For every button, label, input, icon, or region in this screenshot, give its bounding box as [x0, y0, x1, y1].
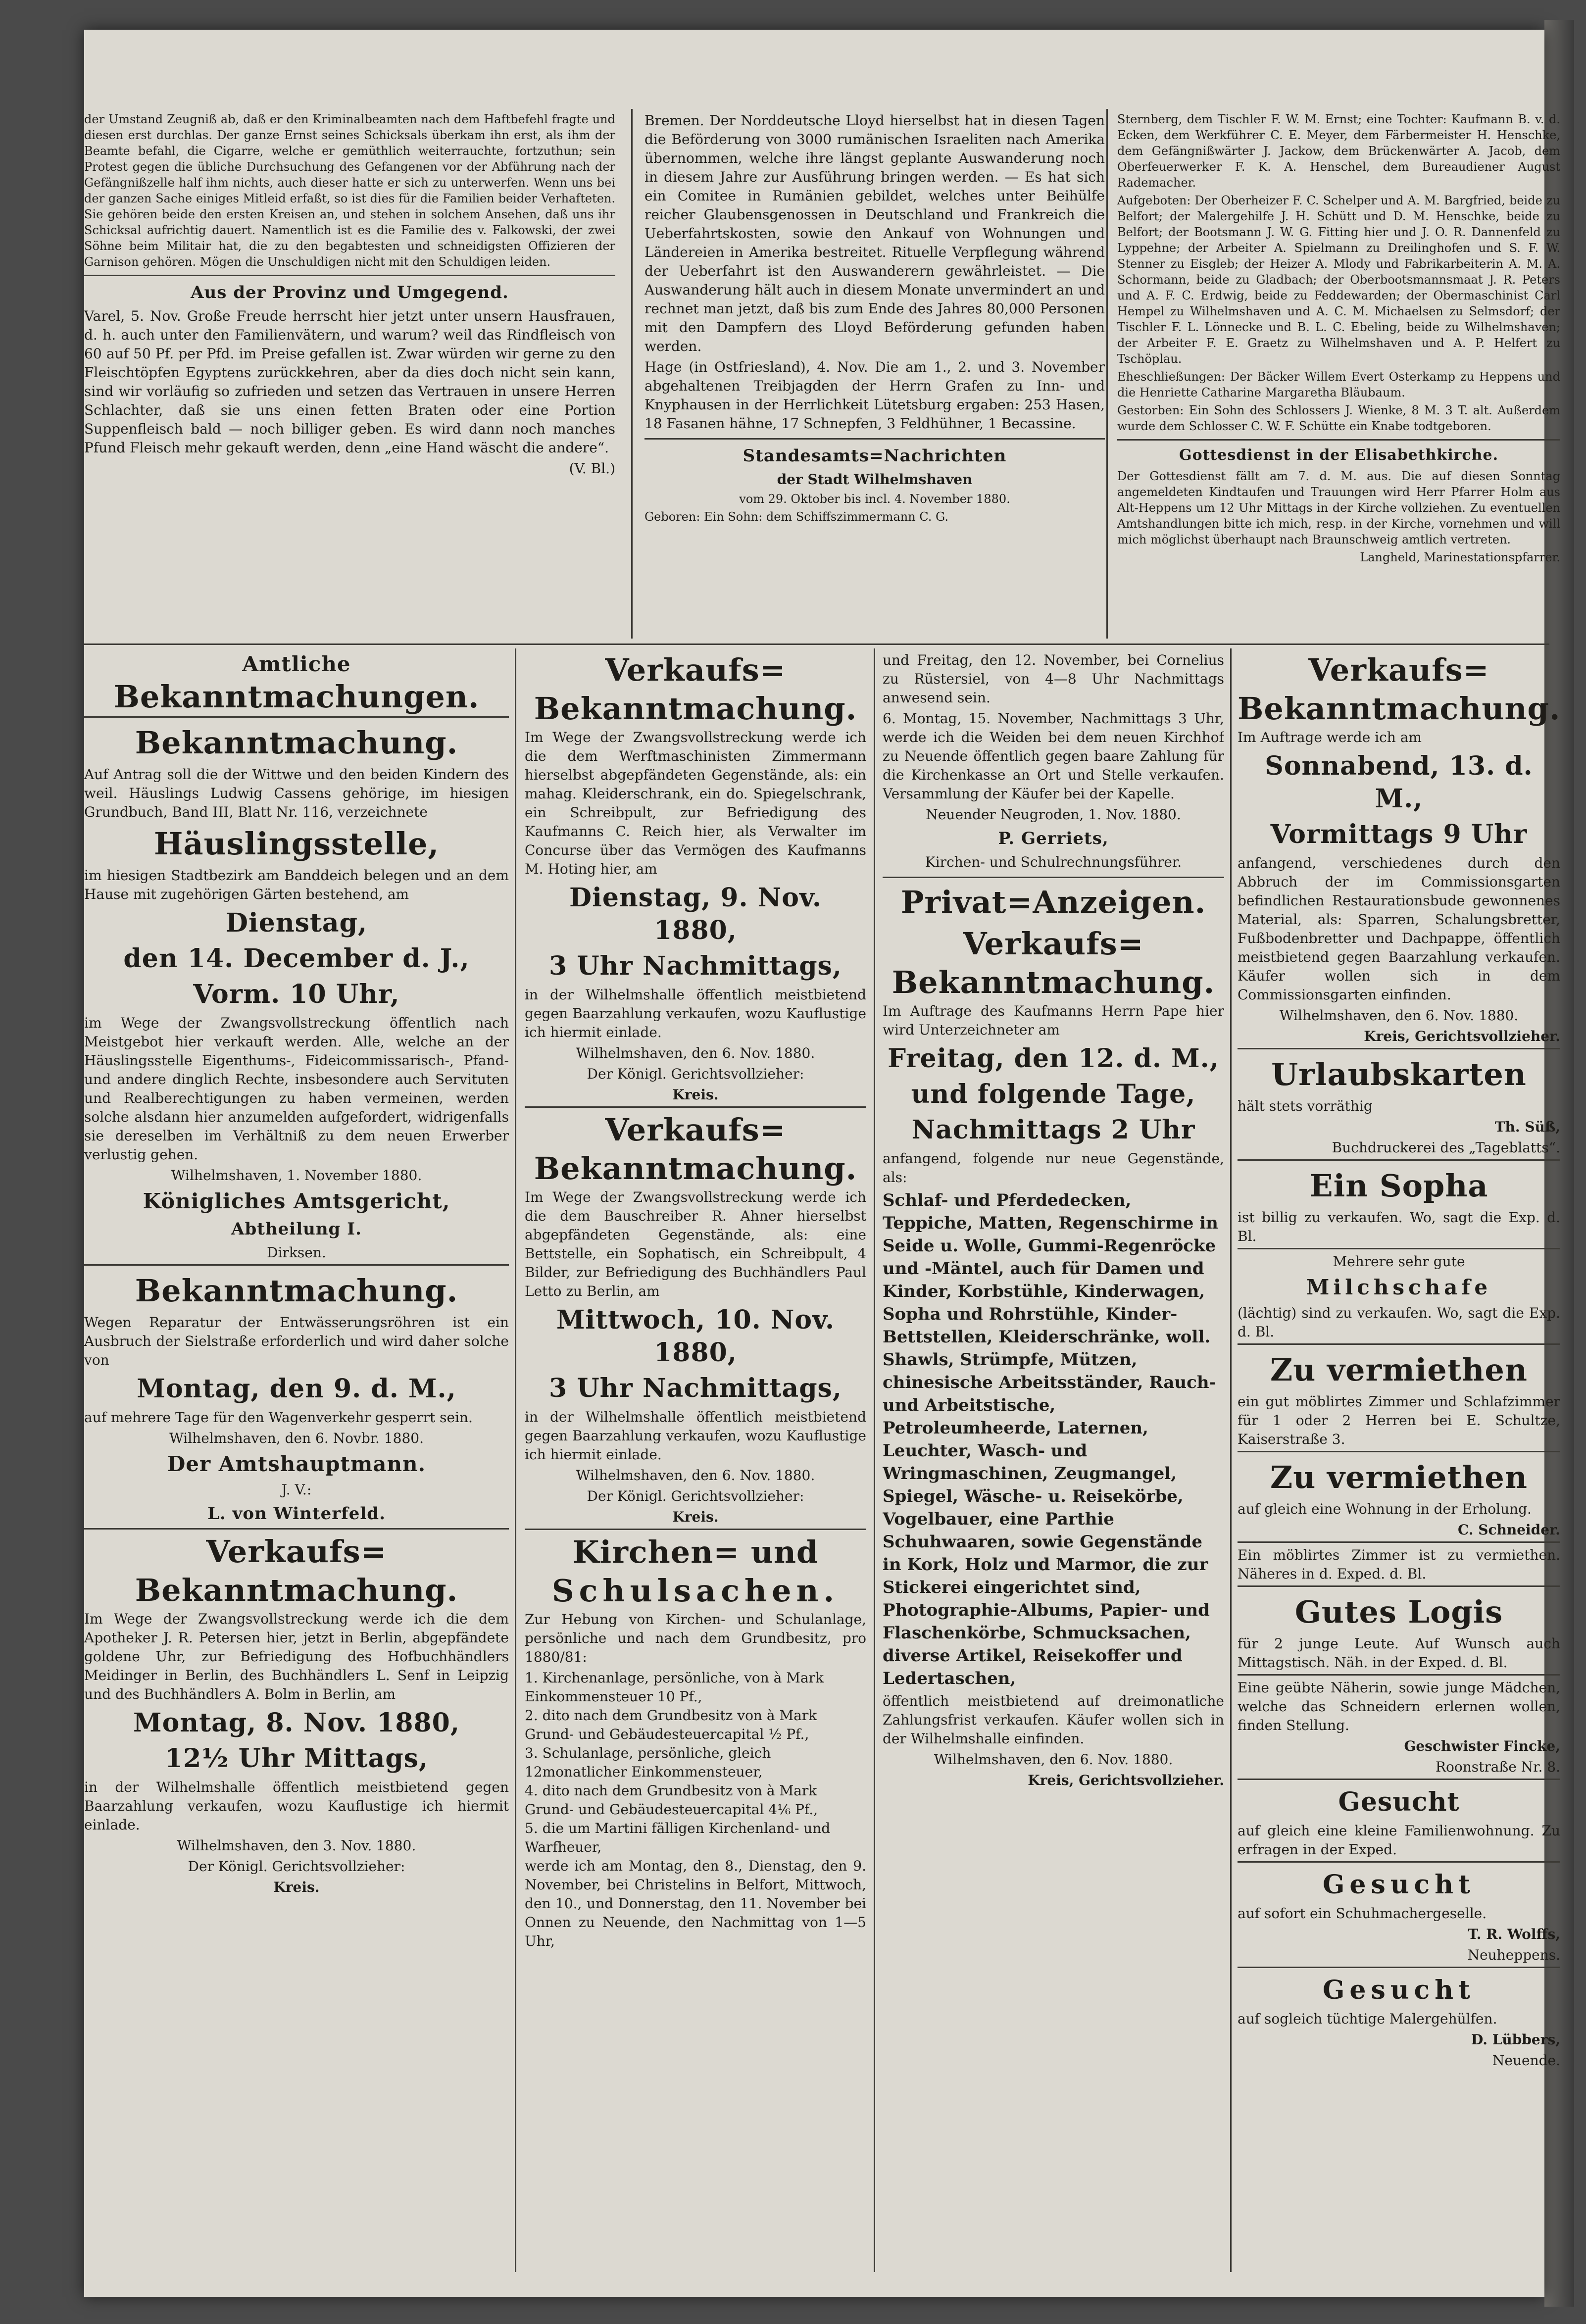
article-text: der Umstand Zeugniß ab, daß er den Kriminalbeamten nach dem Haftbefehl fragte und diesen erst durchlas. Der ganze Ernst seines Schicksals überkam ihn erst, als ihm der Beamte befahl, die Cigarre, welche er gemüthlich weiterrauchte, fortzuthun; sein Protest gegen die übliche Durchsuchung des Gefangenen vor der Abführung nach der Gefängnißzelle half ihm nichts, auch dieser hatte er sich zu unterwerfen. Wenn uns bei der ganzen Sache einiges Mitleid erfaßt, so ist dies für die Familien beider Verhafteten. Sie gehören beide den ersten Kreisen an, und stehen in solchem Ansehen, daß uns ihr Schicksal aufrichtig dauert. Namentlich ist es die Familie des v. Falkowski, der zwei Söhne beim Militair hat, die zu den begabtesten und schneidigsten Offizieren der Garnison gehören. Mögen die Unschuldigen nicht mit den Schuldigen leiden.	[84, 112, 615, 269]
divider	[1117, 439, 1560, 441]
notice-date: den 14. December d. J.,	[123, 943, 470, 974]
ad-signature: D. Lübbers,	[1471, 2031, 1560, 2048]
ad-title: Ein Sopha	[1309, 1168, 1488, 1204]
ad-title: Gesucht	[1322, 1870, 1476, 1900]
notice-time: Vormittags 9 Uhr	[1270, 819, 1528, 849]
goods-list: Schlaf- und Pferdedecken, Teppiche, Matten, Regenschirme in Seide u. Wolle, Gummi-Regenröcke und -Mäntel, auch für Damen und Kinder, Korbstühle, Kinderwagen, Sopha und Rohrstühle, Kinder-Bettstellen, Kleiderschränke, woll. Shawls, Strümpfe, Mützen, chinesische Arbeitsständer, Rauch- und Arbeitstische, Petroleumheerde, Laternen, Leuchter, Wasch- und Wringmaschinen, Zeugmangel, Spiegel, Wäsche- u. Reisekörbe, Vogelbauer, eine Parthie Schuhwaaren, sowie Gegenstände in Kork, Holz und Marmor, die zur Stickerei eingerichtet sind, Photographie-Albums, Papier- und Flaschenkörbe, Schmucksachen, diverse Artikel, Reisekoffer und Ledertaschen,	[883, 1190, 1218, 1688]
notice-title: Verkaufs=	[206, 1533, 387, 1570]
divider	[644, 438, 1105, 440]
official-notices-column	[84, 651, 509, 2275]
notice-date: und folgende Tage,	[911, 1079, 1196, 1109]
notice-text: in der Wilhelmshalle öffentlich meistbietend gegen Baarzahlung verkaufen, wozu Kauflustige ich hiermit einlade.	[84, 1779, 509, 1833]
notice-signature: Kreis.	[672, 1509, 719, 1525]
ad-title: Urlaubskarten	[1271, 1056, 1527, 1092]
tax-list	[525, 1669, 866, 1857]
notice-signature: P. Gerriets,	[998, 829, 1109, 848]
notice-signature: Dirksen.	[267, 1244, 326, 1261]
notice-text: Auf Antrag soll die der Wittwe und den beiden Kindern des weil. Häuslings Ludwig Cassens gehörige, im hiesigen Grundbuch, Band III, Blatt Nr. 116, verzeichnete	[84, 766, 509, 820]
ad-signature: Neuheppens.	[1467, 1947, 1560, 1963]
column-rule	[1230, 648, 1232, 2272]
ad-text: ist billig zu verkaufen. Wo, sagt die Exp. d. Bl.	[1238, 1209, 1560, 1244]
ad-text: Mehrere sehr gute	[1333, 1253, 1465, 1270]
notice-place: Wilhelmshaven, den 6. Nov. 1880.	[934, 1751, 1173, 1768]
article-text: Hage (in Ostfriesland), 4. Nov. Die am 1., 2. und 3. November abgehaltenen Treibjagden der Herrn Grafen zu Inn- und Knyphausen in der Herrlichkeit Lütetsburg ergaben: 253 Hasen, 18 Fasanen hähne, 17 Schnepfen, 3 Feldhühner, 1 Becassine.	[644, 359, 1105, 432]
article-text: Bremen. Der Norddeutsche Lloyd hierselbst hat in diesen Tagen die Beförderung von 3000 rumänischen Israeliten nach Amerika übernommen, welche ihre längst geplante Auswanderung noch in diesem Jahre zur Ausführung bringen werden. — Es hat sich ein Comitee in Rumänien gebildet, welches unter Beihülfe reicher Glaubensgenossen in Deutschland und Frankreich die Ueberfahrtskosten, sowie den Ankauf von Wohnungen und Ländereien in Amerika bestreitet. Rituelle Verpflegung während der Ueberfahrt ist den Auswanderern gewährleistet. — Die Auswanderung hält auch in diesem Monate unvermindert an und rechnet man jetzt, daß bis zum Ende des Jahres 80,000 Personen mit den Dampfern des Lloyd Beförderung gefunden haben werden.	[644, 112, 1105, 354]
column-rule	[631, 109, 633, 639]
article-source: (V. Bl.)	[569, 460, 615, 477]
notice-date: Montag, den 9. d. M.,	[137, 1374, 456, 1404]
notice-time: 3 Uhr Nachmittags,	[549, 951, 842, 981]
classified-ads-column	[1238, 651, 1560, 2275]
notice-signature: Kreis, Gerichtsvollzieher.	[1028, 1772, 1224, 1788]
notice-date: Dienstag, 9. Nov. 1880,	[569, 883, 822, 945]
section-heading: Bekanntmachungen.	[113, 679, 480, 715]
notice-place: Wilhelmshaven, den 3. Nov. 1880.	[177, 1837, 416, 1854]
notice-place: Neuender Neugroden, 1. Nov. 1880.	[926, 806, 1181, 823]
ad-title: Gutes Logis	[1294, 1594, 1503, 1630]
list-item: 5. die um Martini fälligen Kirchenland- und Warfheuer,	[525, 1820, 831, 1855]
notice-date: Montag, 8. Nov. 1880,	[133, 1708, 460, 1738]
article-text: Geboren: Ein Sohn: dem Schiffszimmermann C. G.	[644, 510, 949, 524]
notice-signature: Der Königl. Gerichtsvollzieher:	[587, 1066, 804, 1082]
ad-text: Eine geübte Näherin, sowie junge Mädchen, welche das Schneidern erlernen wollen, finden Stellung.	[1238, 1680, 1560, 1733]
notice-signature: Der Amtshauptmann.	[167, 1452, 426, 1476]
notice-text: Im Wege der Zwangsvollstreckung werde ich die dem Bauschreiber R. Ahner hierselbst abgepfändeten Gegenstände, als: eine Bettstelle, ein Sophatisch, ein Schreibpult, 4 Bilder, zur Befriedigung des Buchhändlers Paul Letto zu Berlin, am	[525, 1189, 866, 1299]
notice-title: Bekanntmachung.	[534, 1150, 857, 1187]
article-text: Eheschließungen: Der Bäcker Willem Evert Osterkamp zu Heppens und die Henriette Catharine Margaretha Bläubaum.	[1117, 370, 1560, 399]
notice-time: 12½ Uhr Mittags,	[164, 1743, 429, 1774]
notice-signature: L. von Winterfeld.	[207, 1504, 386, 1524]
notice-title: Verkaufs=	[605, 1112, 786, 1148]
notice-time: Vorm. 10 Uhr,	[193, 979, 400, 1009]
article-text: Aufgeboten: Der Oberheizer F. C. Schelper und A. M. Bargfried, beide zu Belfort; der Malergehilfe J. H. Schütt und D. M. Henschke, beide zu Belfort; der Bootsmann J. W. G. Fitting hier und J. O. R. Dannenfeld zu Lyppehne; der Arbeiter A. Spielmann zu Dreilinghofen und S. F. W. Stenner zu Eisgleb; der Heizer A. Mlody und Fabrikarbeiterin A. M. A. Schormann, beide zu Gladbach; der Oberbootsmannsmaat J. R. Peters und A. F. C. Erdwig, beide zu Feddewarden; der Obermaschinist Carl Hempel zu Wilhelmshaven und A. C. M. Michaelsen zu Selmsdorf; der Tischler F. L. Lönnecke und B. L. C. Ebeling, beide zu Wilhelmshaven; der Arbeiter F. E. Graetz zu Wilhelmshaven und A. P. Helfert zu Tschöplau.	[1117, 194, 1560, 366]
column-rule	[874, 648, 875, 2272]
notice-title: Verkaufs=	[605, 652, 786, 688]
notice-signature: Der Königl. Gerichtsvollzieher:	[587, 1488, 804, 1504]
notice-text: anfangend, verschiedenes durch den Abbruch der im Commissionsgarten befindlichen Restaurationsbude gewonnenes Material, als: Sparren, Schalungsbretter, Fußbodenbretter und Dachpappe, öffentlich meistbietend gegen Baarzahlung verkaufen. Käufer wollen sich in dem Commissionsgarten einfinden.	[1238, 855, 1560, 1003]
notice-title: Verkaufs=	[1308, 652, 1489, 688]
ad-text: Ein möblirtes Zimmer ist zu vermiethen. Näheres in d. Exped. d. Bl.	[1238, 1547, 1560, 1582]
notice-date: Freitag, den 12. d. M.,	[888, 1043, 1219, 1074]
ad-text: auf sogleich tüchtige Malergehülfen.	[1238, 2011, 1497, 2027]
ad-signature: Geschwister Fincke,	[1404, 1738, 1560, 1754]
article-continuation	[84, 111, 615, 480]
notice-text: öffentlich meistbietend auf dreimonatliche Zahlungsfrist verkaufen. Käufer wollen sich in der Wilhelmshalle einfinden.	[883, 1693, 1224, 1747]
civil-register-column	[1117, 111, 1560, 567]
ad-text: auf sofort ein Schuhmachergeselle.	[1238, 1905, 1487, 1922]
notice-place: Wilhelmshaven, den 6. Nov. 1880.	[576, 1045, 815, 1061]
ad-title: Gesucht	[1322, 1975, 1476, 2005]
notice-title: Schulsachen.	[551, 1573, 840, 1609]
section-heading: Standesamts=Nachrichten	[743, 446, 1007, 466]
notice-title: Bekanntmachung.	[135, 1572, 458, 1608]
notice-text: im Wege der Zwangsvollstreckung öffentlich nach Meistgebot hier verkauft werden. Alle, welche an der Häuslingsstelle Eigenthums-, Fideicommissarisch-, Pfand- und andere dinglich Rechte, insbesondere auch Servituten und Realberechtigungen zu haben vermeinen, werden solche alsdann hier anzumelden aufgefordert, widrigenfalls sie dereselben im Verhältniß zu dem neuen Erwerber verlustig gehen.	[84, 1015, 509, 1163]
notice-text: Zur Hebung von Kirchen- und Schulanlage, persönliche und nach dem Grundbesitz, pro 1880/81:	[525, 1611, 866, 1665]
news-column	[644, 111, 1105, 527]
divider	[84, 275, 615, 276]
notice-text: anfangend, folgende nur neue Gegenstände, als:	[883, 1150, 1224, 1186]
notice-title: Bekanntmachung.	[534, 691, 857, 727]
list-item: 1. Kirchenanlage, persönliche, von à Mark Einkommensteuer 10 Pf.,	[525, 1670, 824, 1705]
notice-text: und Freitag, den 12. November, bei Cornelius zu Rüstersiel, von 4—8 Uhr Nachmittags anwesend sein.	[883, 652, 1224, 706]
notice-place: Wilhelmshaven, den 6. Nov. 1880.	[1279, 1007, 1519, 1024]
notice-title: Bekanntmachung.	[1238, 691, 1560, 727]
ad-title: Gesucht	[1338, 1787, 1460, 1817]
section-heading: Aus der Provinz und Umgegend.	[191, 283, 509, 302]
section-rule	[84, 643, 1549, 645]
ad-signature: Th. Süß,	[1494, 1119, 1560, 1135]
notice-text: Im Auftrage werde ich am	[1238, 729, 1422, 745]
notice-signature: Abtheilung I.	[231, 1219, 362, 1239]
notice-text: im hiesigen Stadtbezirk am Banddeich belegen und an dem Hause mit zugehörigen Gärten bestehend, am	[84, 867, 509, 902]
ad-signature: Roonstraße Nr. 8.	[1435, 1759, 1560, 1775]
column-rule	[1106, 109, 1108, 639]
notice-date: Mittwoch, 10. Nov. 1880,	[556, 1305, 835, 1368]
notice-title: Bekanntmachung.	[135, 725, 458, 761]
article-text: Gestorben: Ein Sohn des Schlossers J. Wienke, 8 M. 3 T. alt. Außerdem wurde dem Schlosser C. W. F. Schütte ein Knabe todtgeboren.	[1117, 403, 1560, 433]
notice-title: Verkaufs=	[963, 926, 1144, 962]
notice-signature: Königliches Amtsgericht,	[143, 1189, 450, 1213]
article-text: Der Gottesdienst fällt am 7. d. M. aus. Die auf diesen Sonntag angemeldeten Kindtaufen und Trauungen wird Herr Pfarrer Holm aus Alt-Heppens um 12 Uhr Mittags in der Kirche vollziehen. Zu eventuellen Amtshandlungen bitte ich mich, resp. in der Kirche, vornehmen und will mich möglichst überhaupt nach Braunschweig amtlich vertreten.	[1117, 469, 1560, 546]
ad-text: auf gleich eine Wohnung in der Erholung.	[1238, 1501, 1532, 1517]
notice-date: Dienstag,	[225, 908, 368, 938]
notice-text: werde ich am Montag, den 8., Dienstag, den 9. November, bei Christelins in Belfort, Mittwoch, den 10., und Donnerstag, den 11. November bei Onnen zu Neuende, den Nachmittag von 1—5 Uhr,	[525, 1858, 866, 1949]
list-item: 4. dito nach dem Grundbesitz von à Mark Grund- und Gebäudesteuercapital 4⅙ Pf.,	[525, 1782, 818, 1818]
section-heading: Gottesdienst in der Elisabethkirche.	[1179, 446, 1499, 464]
notice-signature: Kreis.	[273, 1879, 320, 1895]
article-text: Sternberg, dem Tischler F. W. M. Ernst; eine Tochter: Kaufmann B. v. d. Ecken, dem Werkführer C. E. Meyer, dem Färbermeister H. Henschke, dem Gefängnißwärter J. Jackow, dem Brückenwärter A. Jacob, dem Oberfeuerwerker F. K. A. Henschel, dem Bureaudiener August Rademacher.	[1117, 112, 1560, 190]
notice-title: Bekanntmachung.	[892, 964, 1215, 1000]
sales-notices-column	[525, 651, 866, 2275]
notice-text: in der Wilhelmshalle öffentlich meistbietend gegen Baarzahlung verkaufen, wozu Kauflustige ich hiermit einlade.	[525, 1409, 866, 1463]
ad-signature: Buchdruckerei des „Tageblatts“.	[1332, 1139, 1560, 1156]
notice-signature: Kirchen- und Schulrechnungsführer.	[925, 854, 1182, 870]
section-heading: Amtliche	[242, 652, 351, 676]
ad-signature: T. R. Wolffs,	[1468, 1926, 1560, 1942]
notice-text: 6. Montag, 15. November, Nachmittags 3 Uhr, werde ich die Weiden bei dem neuen Kirchhof zu Neuende öffentlich gegen baare Zahlung für die Kirchenkasse an Ort und Stelle verkaufen. Versammlung der Käufer bei der Kapelle.	[883, 710, 1224, 802]
ad-text: hält stets vorräthig	[1238, 1098, 1373, 1114]
ad-text: ein gut möblirtes Zimmer und Schlafzimmer für 1 oder 2 Herren bei E. Schultze, Kaiserstraße 3.	[1238, 1393, 1560, 1447]
ad-signature: C. Schneider.	[1457, 1522, 1560, 1538]
notice-object: Häuslingsstelle,	[153, 826, 440, 862]
notice-date: Sonnabend, 13. d. M.,	[1265, 751, 1533, 814]
notice-text: Im Wege der Zwangsvollstreckung werde ich die dem Apotheker J. R. Petersen hier, jetzt in Berlin, abgepfändete goldene Uhr, zur Befriedigung des Hofbuchhändlers Meidinger in Berlin, des Buchhändlers L. Senf in Leipzig und des Buchhändlers A. Bolm in Berlin, am	[84, 1611, 509, 1702]
notice-place: Wilhelmshaven, den 6. Nov. 1880.	[576, 1467, 815, 1483]
ad-title: Zu vermiethen	[1270, 1459, 1528, 1495]
notice-place: Wilhelmshaven, den 6. Novbr. 1880.	[169, 1430, 424, 1446]
ad-title: Zu vermiethen	[1270, 1352, 1528, 1388]
ad-text: (lächtig) sind zu verkaufen. Wo, sagt die Exp. d. Bl.	[1238, 1305, 1560, 1340]
list-item: 3. Schulanlage, persönliche, gleich 12monatlicher Einkommensteuer,	[525, 1745, 771, 1780]
notice-text: in der Wilhelmshalle öffentlich meistbietend gegen Baarzahlung verkaufen, wozu Kauflustige ich hiermit einlade.	[525, 987, 866, 1040]
notice-signature: J. V.:	[281, 1482, 312, 1498]
signature: Langheld, Marinestationspfarrer.	[1360, 550, 1560, 564]
notice-signature: Kreis, Gerichtsvollzieher.	[1364, 1028, 1560, 1044]
subheading: der Stadt Wilhelmshaven	[777, 471, 973, 488]
article-text: Varel, 5. Nov. Große Freude herrscht hier jetzt unter unsern Hausfrauen, d. h. auch unter den Familienvätern, und warum? weil das Rindfleisch von 60 auf 50 Pf. per Pfd. im Preise gefallen ist. Zwar würden wir gerne zu den Fleischtöpfen Egyptens zurückkehren, aber da dies doch nicht sein kann, sind wir vorläufig so zufrieden und setzen das Vertrauen in unsere Herren Schlachter, daß sie uns einen fetten Braten oder eine Portion Suppenfleisch bald — noch billiger geben. Es wird dann noch manches Pfund Fleisch mehr gekauft werden, denn „eine Hand wäscht die andere“.	[84, 308, 615, 456]
ad-signature: Neuende.	[1492, 2052, 1560, 2069]
notice-text: Im Wege der Zwangsvollstreckung werde ich die dem Werftmaschinisten Zimmermann hierselbst abgepfändeten Gegenstände, als: ein mahag. Kleiderschrank, ein do. Spiegelschrank, ein Schreibpult, zur Befriedigung des Kaufmanns C. Reich hier, als Verwalter im Concurse über das Vermögen des Kaufmanns M. Hoting hier, am	[525, 729, 866, 877]
notice-text: auf mehrere Tage für den Wagenverkehr gesperrt sein.	[84, 1409, 473, 1426]
notice-text: Im Auftrage des Kaufmanns Herrn Pape hier wird Unterzeichneter am	[883, 1003, 1224, 1038]
notice-text: Wegen Reparatur der Entwässerungsröhren ist ein Ausbruch der Sielstraße erforderlich und wird daher solche von	[84, 1314, 509, 1368]
notice-time: 3 Uhr Nachmittags,	[549, 1373, 842, 1403]
notice-title: Bekanntmachung.	[135, 1273, 458, 1309]
notice-signature: Der Königl. Gerichtsvollzieher:	[188, 1858, 405, 1875]
notice-place: Wilhelmshaven, 1. November 1880.	[171, 1167, 422, 1184]
ad-title: Milchschafe	[1306, 1275, 1492, 1299]
date-range: vom 29. Oktober bis incl. 4. November 1880.	[739, 492, 1010, 506]
list-item: 2. dito nach dem Grundbesitz von à Mark Grund- und Gebäudesteuercapital ½ Pf.,	[525, 1707, 817, 1742]
notice-title: Kirchen= und	[572, 1534, 819, 1570]
notice-time: Nachmittags 2 Uhr	[911, 1115, 1195, 1145]
private-ads-column	[883, 651, 1224, 2275]
section-heading: Privat=Anzeigen.	[900, 884, 1206, 920]
ad-text: auf gleich eine kleine Familienwohnung. Zu erfragen in der Exped.	[1238, 1823, 1560, 1858]
notice-signature: Kreis.	[672, 1087, 719, 1103]
column-rule	[515, 648, 516, 2272]
ad-text: für 2 junge Leute. Auf Wunsch auch Mittagstisch. Näh. in der Exped. d. Bl.	[1238, 1635, 1560, 1671]
divider	[883, 877, 1224, 878]
